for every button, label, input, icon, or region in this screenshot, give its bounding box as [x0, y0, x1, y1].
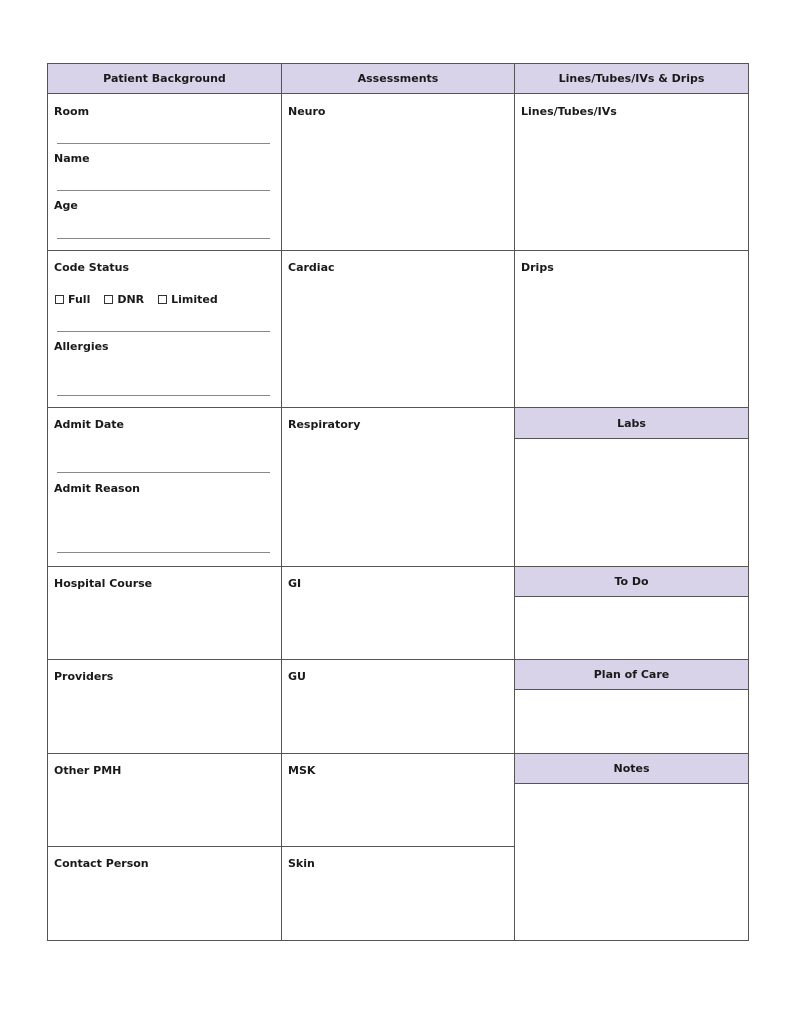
cell-drips[interactable]	[515, 251, 748, 407]
cell-other-pmh[interactable]	[48, 754, 281, 846]
cell-labs[interactable]	[515, 440, 748, 566]
cell-gu[interactable]	[282, 660, 514, 753]
row-divider	[515, 753, 748, 754]
label-hospital-course: Hospital Course	[54, 577, 153, 590]
row-divider	[515, 407, 748, 408]
cell-gi[interactable]	[282, 567, 514, 659]
label-respiratory: Respiratory	[288, 418, 361, 431]
cell-skin[interactable]	[282, 847, 514, 940]
label-other-pmh: Other PMH	[54, 764, 122, 777]
label-gi: GI	[288, 577, 302, 590]
code-full-checkbox[interactable]	[55, 293, 90, 306]
code-limited-checkbox[interactable]	[158, 293, 218, 306]
cell-cardiac[interactable]	[282, 251, 514, 407]
checkbox-icon	[158, 295, 167, 304]
label-code-status: Code Status	[54, 261, 130, 274]
code-full-label: Full	[68, 293, 91, 306]
label-cardiac: Cardiac	[288, 261, 335, 274]
code-limited-label: Limited	[171, 293, 218, 306]
checkbox-icon	[55, 295, 64, 304]
cell-plan-of-care[interactable]	[515, 691, 748, 753]
header-labs: Labs	[515, 408, 748, 439]
cell-providers[interactable]	[48, 660, 281, 753]
label-lines-tubes-ivs: Lines/Tubes/IVs	[521, 105, 617, 118]
header-assessments: Assessments	[282, 64, 514, 94]
header-patient-background: Patient Background	[48, 64, 281, 94]
code-status-field[interactable]	[57, 331, 270, 332]
cell-admit	[48, 408, 281, 566]
label-drips: Drips	[521, 261, 554, 274]
label-providers: Providers	[54, 670, 114, 683]
row-divider	[515, 566, 748, 567]
cell-neuro[interactable]	[282, 95, 514, 250]
label-admit-date: Admit Date	[54, 418, 124, 431]
cell-to-do[interactable]	[515, 598, 748, 659]
row-divider	[515, 659, 748, 660]
admit-reason-field[interactable]	[57, 552, 270, 553]
code-status-options	[55, 293, 232, 306]
label-admit-reason: Admit Reason	[54, 482, 140, 495]
cell-identification	[48, 95, 281, 250]
age-field[interactable]	[57, 238, 270, 239]
header-to-do: To Do	[515, 567, 748, 597]
checkbox-icon	[104, 295, 113, 304]
room-field[interactable]	[57, 143, 270, 144]
label-gu: GU	[288, 670, 306, 683]
header-lines-tubes-drips: Lines/Tubes/IVs & Drips	[515, 64, 748, 94]
report-sheet	[47, 63, 749, 941]
cell-code-status	[48, 251, 281, 407]
label-contact-person: Contact Person	[54, 857, 149, 870]
cell-lines-tubes-ivs[interactable]	[515, 95, 748, 250]
cell-hospital-course[interactable]	[48, 567, 281, 659]
label-msk: MSK	[288, 764, 316, 777]
cell-contact-person[interactable]	[48, 847, 281, 940]
code-dnr-checkbox[interactable]	[104, 293, 144, 306]
name-field[interactable]	[57, 190, 270, 191]
label-skin: Skin	[288, 857, 315, 870]
label-age: Age	[54, 199, 78, 212]
label-allergies: Allergies	[54, 340, 109, 353]
cell-msk[interactable]	[282, 754, 514, 846]
header-plan-of-care: Plan of Care	[515, 660, 748, 690]
allergies-field[interactable]	[57, 395, 270, 396]
admit-date-field[interactable]	[57, 472, 270, 473]
label-neuro: Neuro	[288, 105, 326, 118]
cell-notes[interactable]	[515, 785, 748, 940]
code-dnr-label: DNR	[117, 293, 145, 306]
label-room: Room	[54, 105, 90, 118]
cell-respiratory[interactable]	[282, 408, 514, 566]
header-notes: Notes	[515, 754, 748, 784]
label-name: Name	[54, 152, 90, 165]
